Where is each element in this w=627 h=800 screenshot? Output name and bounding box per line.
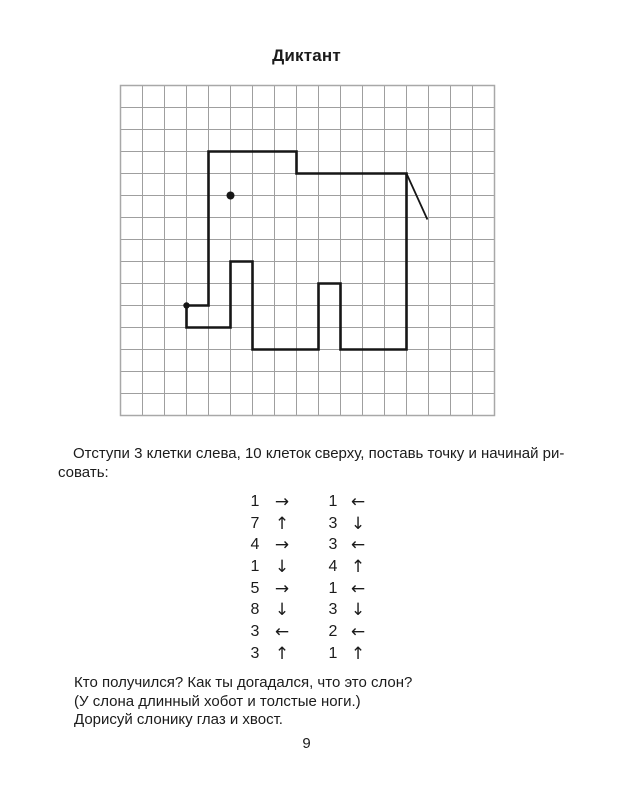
step-arrow-right: → xyxy=(274,491,290,512)
dictation-row xyxy=(243,643,370,665)
step-count: 4 xyxy=(328,557,338,575)
step-count: 5 xyxy=(250,579,260,597)
step-arrow-left: ← xyxy=(350,535,366,556)
step-count: 2 xyxy=(328,622,338,640)
step-arrow-up: ↑ xyxy=(274,643,290,664)
step-arrow-right: → xyxy=(274,535,290,556)
questions-paragraph xyxy=(74,674,412,730)
dictation-grid xyxy=(119,84,496,417)
dictation-row xyxy=(243,513,370,535)
dictation-row xyxy=(243,491,370,513)
step-arrow-left: ← xyxy=(350,491,366,512)
step-arrow-left: ← xyxy=(350,578,366,599)
step-arrow-up: ↑ xyxy=(350,556,366,577)
dictation-table xyxy=(243,491,370,665)
dictation-row xyxy=(243,556,370,578)
step-count: 1 xyxy=(328,579,338,597)
step-arrow-right: → xyxy=(274,578,290,599)
step-arrow-down: ↓ xyxy=(274,600,290,621)
step-count: 3 xyxy=(328,601,338,619)
elephant-tail-line xyxy=(407,174,428,220)
step-count: 1 xyxy=(250,557,260,575)
instruction-line-2: совать: xyxy=(58,464,109,481)
step-arrow-up: ↑ xyxy=(274,513,290,534)
step-count: 3 xyxy=(328,514,338,532)
step-arrow-up: ↑ xyxy=(350,643,366,664)
step-count: 3 xyxy=(250,644,260,662)
question-line-3: Дорисуй слонику глаз и хвост. xyxy=(74,711,283,729)
page-title: Диктант xyxy=(272,46,341,65)
step-count: 3 xyxy=(250,622,260,640)
step-arrow-left: ← xyxy=(350,621,366,642)
step-arrow-down: ↓ xyxy=(350,513,366,534)
instruction-line-1: Отступи 3 клетки слева, 10 клеток сверху, поставь точку и начинай ри- xyxy=(73,445,565,462)
dictation-row xyxy=(243,599,370,621)
step-count: 1 xyxy=(328,492,338,510)
grid-lines xyxy=(121,86,495,416)
question-line-2: (У слона длинный хобот и толстые ноги.) xyxy=(74,692,361,710)
dictation-row xyxy=(243,621,370,643)
step-count: 4 xyxy=(250,536,260,554)
step-count: 1 xyxy=(250,492,260,510)
step-count: 8 xyxy=(250,601,260,619)
step-count: 7 xyxy=(250,514,260,532)
dictation-row xyxy=(243,578,370,600)
step-count: 1 xyxy=(328,644,338,662)
instruction-paragraph xyxy=(58,444,564,482)
step-count: 3 xyxy=(328,536,338,554)
grid-border xyxy=(121,86,495,416)
step-arrow-left: ← xyxy=(274,621,290,642)
elephant-eye-dot xyxy=(227,192,235,200)
step-arrow-down: ↓ xyxy=(274,556,290,577)
start-point-dot xyxy=(183,302,189,308)
question-line-1: Кто получился? Как ты догадался, что это слон? xyxy=(74,674,413,691)
step-arrow-down: ↓ xyxy=(350,600,366,621)
dictation-row xyxy=(243,534,370,556)
page-number: 9 xyxy=(302,735,311,752)
